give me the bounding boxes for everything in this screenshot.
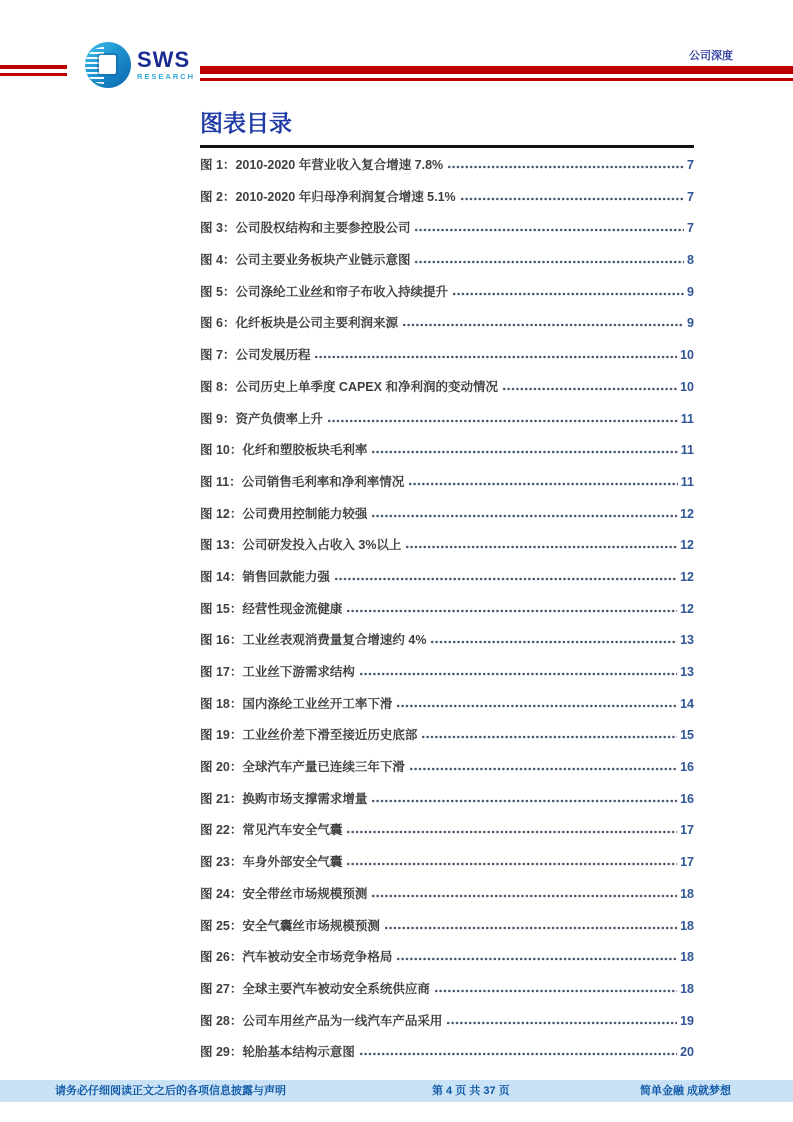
toc-entry-label: 图 26： — [200, 950, 243, 965]
toc-entry[interactable] — [200, 594, 694, 626]
toc-leader-dots — [502, 387, 677, 391]
toc-entry-label: 图 2： — [200, 189, 236, 204]
toc-entry-label: 图 11： — [200, 474, 242, 489]
toc-entry-page: 17 — [680, 823, 694, 838]
toc-entry-title: 汽车被动安全市场竞争格局 — [242, 950, 393, 965]
toc-leader-dots — [371, 799, 677, 803]
toc-entry-page: 12 — [680, 538, 694, 553]
toc-entry-page: 10 — [680, 379, 694, 394]
toc-entry[interactable] — [200, 245, 694, 277]
toc-entry[interactable] — [200, 720, 694, 752]
toc-leader-dots — [327, 419, 678, 423]
toc-entry[interactable] — [200, 1037, 694, 1069]
logo-wordmark — [137, 49, 195, 81]
toc-leader-dots — [346, 830, 677, 834]
toc-entry[interactable] — [200, 308, 694, 340]
toc-entry-title: 全球主要汽车被动安全系统供应商 — [242, 981, 430, 996]
toc-list — [200, 150, 694, 1069]
toc-entry-page: 12 — [680, 601, 694, 616]
toc-entry-label: 图 1： — [200, 158, 236, 172]
toc-entry[interactable] — [200, 911, 694, 943]
toc-section — [200, 106, 694, 1069]
toc-entry[interactable] — [200, 1006, 694, 1038]
toc-entry-page: 16 — [680, 760, 694, 775]
toc-entry-title: 车身外部安全气囊 — [242, 855, 343, 870]
toc-entry-title: 国内涤纶工业丝开工率下滑 — [242, 696, 393, 711]
toc-leader-dots — [405, 545, 677, 549]
toc-entry-title: 2010-2020 年归母净利润复合增速 5.1% — [235, 189, 456, 204]
toc-entry-title: 化纤和塑胶板块毛利率 — [242, 443, 368, 458]
toc-entry[interactable] — [200, 942, 694, 974]
toc-leader-dots — [384, 926, 677, 930]
toc-entry-title: 公司主要业务板块产业链示意图 — [235, 253, 411, 268]
toc-entry-label: 图 13： — [200, 538, 243, 553]
toc-entry-label: 图 20： — [200, 760, 243, 775]
toc-entry[interactable] — [200, 625, 694, 657]
toc-entry[interactable] — [200, 467, 694, 499]
toc-entry-label: 图 28： — [200, 1013, 243, 1028]
toc-leader-dots — [396, 704, 677, 708]
toc-entry-label: 图 22： — [200, 823, 243, 838]
toc-entry-title: 工业丝表观消费量复合增速约 4% — [242, 633, 427, 648]
toc-leader-dots — [460, 197, 684, 201]
toc-entry[interactable] — [200, 404, 694, 436]
logo-research-text: RESEARCH — [137, 72, 196, 82]
toc-entry-title: 工业丝价差下滑至接近历史底部 — [242, 728, 418, 743]
toc-leader-dots — [314, 355, 677, 359]
toc-entry-label: 图 5： — [200, 284, 236, 299]
toc-entry-label: 图 14： — [200, 569, 243, 584]
toc-leader-dots — [346, 862, 677, 866]
toc-entry[interactable] — [200, 213, 694, 245]
toc-entry-title: 经营性现金流健康 — [242, 601, 343, 616]
toc-entry-title: 全球汽车产量已连续三年下滑 — [242, 760, 405, 775]
toc-entry-label: 图 4： — [200, 253, 236, 268]
toc-entry-title: 公司股权结构和主要参控股公司 — [235, 221, 411, 236]
toc-entry-label: 图 7： — [200, 348, 236, 363]
toc-leader-dots — [447, 165, 684, 169]
toc-entry-title: 轮胎基本结构示意图 — [242, 1045, 355, 1060]
report-type-label: 公司深度 — [689, 50, 733, 62]
toc-entry-title: 公司费用控制能力较强 — [242, 506, 368, 521]
toc-entry-page: 18 — [680, 886, 694, 901]
toc-entry-page: 20 — [680, 1045, 694, 1060]
toc-leader-dots — [452, 292, 684, 296]
toc-entry-page: 9 — [687, 284, 694, 299]
toc-entry[interactable] — [200, 182, 694, 214]
toc-entry[interactable] — [200, 784, 694, 816]
toc-leader-dots — [402, 323, 684, 327]
toc-entry[interactable] — [200, 815, 694, 847]
toc-entry-title: 工业丝下游需求结构 — [242, 665, 355, 679]
footer-page-indicator: 第 4 页 共 37 页 — [432, 1085, 510, 1097]
toc-entry[interactable] — [200, 530, 694, 562]
toc-entry[interactable] — [200, 150, 694, 182]
toc-entry-page: 10 — [680, 348, 694, 363]
toc-entry-title: 公司销售毛利率和净利率情况 — [241, 474, 405, 489]
globe-square — [99, 55, 116, 74]
toc-entry-title: 安全带丝市场规模预测 — [242, 886, 368, 901]
page-footer — [0, 1080, 793, 1102]
toc-entry-label: 图 27： — [200, 981, 243, 996]
toc-leader-dots — [371, 894, 677, 898]
toc-entry-page: 14 — [680, 696, 694, 711]
sws-logo — [85, 42, 195, 88]
toc-entry[interactable] — [200, 435, 694, 467]
footer-slogan: 简单金融 成就梦想 — [640, 1085, 732, 1097]
toc-leader-dots — [346, 609, 677, 613]
toc-leader-dots — [371, 514, 677, 518]
toc-leader-dots — [414, 260, 684, 264]
header-rule-right-thin — [200, 78, 793, 81]
toc-entry-page: 15 — [680, 728, 694, 743]
toc-entry-label: 图 24： — [200, 886, 243, 901]
toc-leader-dots — [408, 482, 678, 486]
header-rule-left-bottom — [0, 73, 67, 76]
toc-entry[interactable] — [200, 752, 694, 784]
toc-entry-page: 18 — [680, 981, 694, 996]
toc-entry-page: 7 — [687, 221, 694, 236]
toc-entry-label: 图 21： — [200, 791, 243, 806]
toc-leader-dots — [430, 640, 677, 644]
toc-entry-page: 7 — [687, 189, 694, 204]
toc-entry[interactable] — [200, 372, 694, 404]
toc-entry-page: 19 — [680, 1013, 694, 1028]
toc-leader-dots — [371, 450, 677, 454]
toc-entry[interactable] — [200, 974, 694, 1006]
logo-sws-text: SWS — [137, 47, 191, 73]
toc-entry-label: 图 17： — [200, 665, 243, 679]
toc-leader-dots — [334, 577, 677, 581]
toc-entry-label: 图 8： — [200, 379, 236, 394]
toc-entry-label: 图 6： — [200, 316, 236, 331]
toc-entry-label: 图 12： — [200, 506, 243, 521]
toc-entry-label: 图 9： — [200, 411, 236, 426]
toc-entry-page: 18 — [680, 950, 694, 965]
toc-entry-page: 18 — [680, 918, 694, 933]
toc-entry-label: 图 10： — [200, 443, 243, 458]
toc-entry-page: 11 — [680, 411, 694, 426]
sws-globe-icon — [85, 42, 131, 88]
toc-entry-label: 图 16： — [200, 633, 243, 648]
toc-entry[interactable] — [200, 657, 694, 689]
toc-entry-title: 公司车用丝产品为一线汽车产品采用 — [242, 1013, 443, 1028]
toc-entry-title: 安全气囊丝市场规模预测 — [242, 918, 380, 933]
toc-entry-title: 化纤板块是公司主要利润来源 — [235, 316, 398, 331]
toc-entry-title: 公司历史上单季度 CAPEX 和净利润的变动情况 — [235, 379, 498, 394]
toc-entry-page: 11 — [680, 474, 694, 489]
toc-entry-label: 图 19： — [200, 728, 243, 743]
toc-entry-page: 7 — [687, 158, 694, 172]
toc-leader-dots — [409, 767, 677, 771]
toc-entry-page: 17 — [680, 855, 694, 870]
toc-entry-label: 图 15： — [200, 601, 243, 616]
toc-entry-page: 12 — [680, 506, 694, 521]
toc-leader-dots — [414, 228, 684, 232]
toc-entry-label: 图 29： — [200, 1045, 243, 1060]
footer-disclaimer: 请务必仔细阅读正文之后的各项信息披露与声明 — [55, 1085, 286, 1097]
toc-entry-title: 2010-2020 年营业收入复合增速 7.8% — [235, 158, 444, 172]
toc-entry-label: 图 23： — [200, 855, 243, 870]
toc-leader-dots — [421, 735, 677, 739]
toc-entry-title: 换购市场支撑需求增量 — [242, 791, 368, 806]
toc-entry[interactable] — [200, 562, 694, 594]
toc-entry-page: 13 — [680, 665, 694, 679]
toc-entry-page: 11 — [680, 443, 694, 458]
toc-entry[interactable] — [200, 689, 694, 721]
toc-entry[interactable] — [200, 340, 694, 372]
toc-entry-label: 图 3： — [200, 221, 236, 236]
toc-entry-title: 公司涤纶工业丝和帘子布收入持续提升 — [235, 284, 448, 299]
toc-entry-title: 销售回款能力强 — [242, 569, 330, 584]
toc-entry-page: 12 — [680, 569, 694, 584]
toc-leader-dots — [359, 1052, 677, 1056]
toc-leader-dots — [359, 672, 677, 676]
toc-entry-page: 13 — [680, 633, 694, 648]
toc-entry-title: 公司研发投入占收入 3%以上 — [242, 538, 402, 553]
toc-entry-title: 资产负债率上升 — [235, 411, 323, 426]
toc-entry-page: 16 — [680, 791, 694, 806]
toc-leader-dots — [434, 989, 677, 993]
toc-entry[interactable] — [200, 879, 694, 911]
toc-entry-label: 图 25： — [200, 918, 243, 933]
toc-entry-label: 图 18： — [200, 696, 243, 711]
toc-entry[interactable] — [200, 277, 694, 309]
toc-leader-dots — [396, 957, 677, 961]
toc-entry-page: 8 — [687, 253, 694, 268]
toc-entry[interactable] — [200, 847, 694, 879]
toc-section-title: 图表目录 — [200, 110, 292, 136]
toc-leader-dots — [446, 1021, 677, 1025]
toc-entry-title: 公司发展历程 — [235, 348, 311, 363]
header-rule-left-top — [0, 65, 67, 69]
toc-entry-title: 常见汽车安全气囊 — [242, 823, 343, 838]
toc-entry[interactable] — [200, 499, 694, 531]
header-rule-right-thick — [200, 66, 793, 74]
toc-entry-page: 9 — [687, 316, 694, 331]
toc-title-underline — [200, 145, 694, 148]
